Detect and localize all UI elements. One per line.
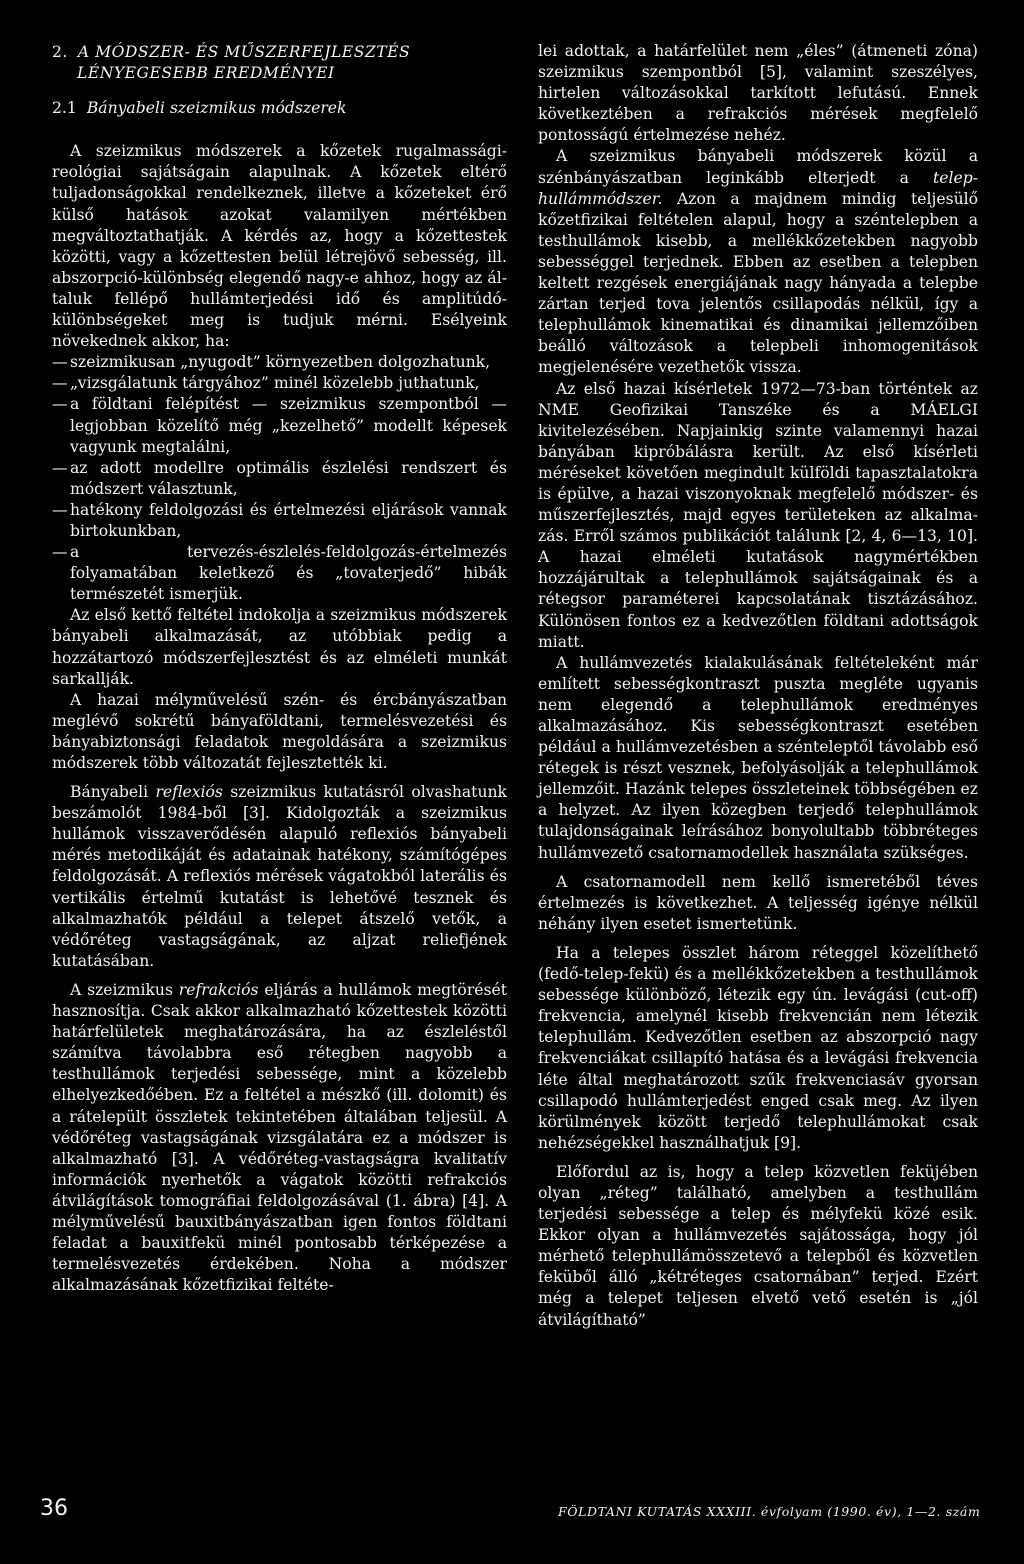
list-item: — hatékony feldolgozási és értelmezési eljárások vannak birtokunkban, xyxy=(52,500,507,542)
paragraph: Az első hazai kísérletek 1972—73-ban történtek az NME Geofizikai Tanszéke és a MÁELGI kivitelezésében. Napjainkig szinte valamennyi hazai bányában kipróbálásra került. Az első kísérleti méréseket követően megindult külföldi tapasztalatokra is épülve, a hazai viszonyoknak megfelelő módszer- és műszerfejlesztés, majd egyes területeken az alkalmazás. Erről számos publikációt találunk [2, 4, 6—13, 10]. A hazai elméleti kutatások nagymértékben hozzájárultak a telephullámok sajátságainak és a rétegsor paraméterei kapcsolatának tisztázásához. Különösen fontos ez a kedvezőtlen földtani adottságok miatt. xyxy=(538,379,978,651)
section-title-line2: LÉNYEGESEBB EREDMÉNYEI xyxy=(77,64,335,83)
section-heading xyxy=(52,42,507,84)
list-item: — a tervezés-észlelés-feldolgozás-értelmezés folyamatában keletkező és „tovaterjedő” hibák természetét ismerjük. xyxy=(52,542,507,605)
left-column xyxy=(52,42,507,1296)
subsection-heading xyxy=(52,98,507,119)
section-number: 2. xyxy=(52,43,68,61)
paragraph: A hazai mélyművelésű szén- és ércbányászatban meglévő sokrétű bányaföldtani, termelésvezetési és bányabiztonsági feladatok megoldására a szeizmikus módszerek több változatát fejlesztették ki. xyxy=(52,690,507,772)
emphasis: telephullámmódszer. xyxy=(538,168,978,208)
paragraph: A szeizmikus bányabeli módszerek közül a szénbányászatban leginkább elterjedt a telephullámmódszer. Azon a majdnem mindig teljesülő kőzetfizikai feltételen alapul, hogy a széntelepben a testhullámok kisebb, a mellékkőzetekben nagyobb sebességgel terjednek. Ebben az esetben a telepben keltett rezgések energiájának nagy hányada a telepbe zártan terjed tova jelentős csillapodás nélkül, így a telephullámok kinematikai és dinamikai jellemzőiben beálló változások a telepbeli inhomogenitások megjelenésére vezethetők vissza. xyxy=(538,147,978,377)
paragraph: A szeizmikus refrakciós eljárás a hullámok megtörését hasznosítja. Csak akkor alkalmazható kőzettestek közötti határfelületek meghatározására, ha az észleléstől számítva távolabbra eső rétegben nagyobb a testhullámok terjedési sebessége, mint a közelebb elhelyezkedőében. Ez a feltétel a mészkő (ill. dolomit) és a rátelepült összletek tekintetében általában teljesül. A védőréteg vastagságának vizsgálatára ez a módszer is alkalmazható [3]. A védőréteg-vastagságra kvalitatív információk nyerhetők a vágatok közötti refrakciós átvilágítások tomográfiai feldolgozásával (1. ábra) [4]. A mélyművelésű bauxitbányászatban igen fontos földtani feladat a bauxitfekü minél pontosabb térképezése a termelésvezetés érdekében. Noha a módszer alkalmazásának kőzetfizikai feltéte- xyxy=(52,980,508,1295)
right-column xyxy=(538,41,978,1331)
paragraph: Bányabeli reflexiós szeizmikus kutatásról olvashatunk beszámolót 1984-ből [3]. Kidolgozták a szeizmikus hullámok visszaverődésén alapuló reflexiós bányabeli mérés metodikáját és adatainak hatékony, számítógépes feldolgozását. A reflexiós mérések vágatokból laterális és vertikális értelmű kutatást is lehetővé tesznek és alkalmazhatók például a telepet átszelő vetők, a védőréteg vastagságának, az aljzat reliefjének kutatásában. xyxy=(52,783,507,970)
list-item: — „vizsgálatunk tárgyához” minél közelebb juthatunk, xyxy=(52,373,507,394)
emphasis: reflexiós xyxy=(155,783,223,802)
paragraph: A csatornamodell nem kellő ismeretéből téves értelmezés is következhet. A teljesség igénye nélkül néhány ilyen esetet ismertetünk. xyxy=(538,872,978,933)
subsection-title: Bányabeli szeizmikus módszerek xyxy=(86,99,347,118)
section-title-line1: A MÓDSZER- ÉS MŰSZERFEJLESZTÉS xyxy=(77,43,411,61)
paragraph: Ha a telepes összlet három réteggel közelíthető (fedő-telep-fekü) és a mellékkőzetekben a testhullámok sebessége különböző, létezik egy ún. levágási (cut-off) frekvencia, amelynél kisebb frekvencián nem létezik telephullám. Kedvezőtlen esetben az abszorpció nagy frekvenciákat csillapító hatása és a levágási frekvencia léte által meghatározott szűk frekvenciasáv gyorsan csillapodó hullámterjedést enged csak meg. Az ilyen körülmények között terjedő telephullámokat csak nehézségekkel használhatjuk [9]. xyxy=(538,943,978,1152)
list-item: — az adott modellre optimális észlelési rendszert és módszert választunk, xyxy=(52,458,507,500)
journal-footer: FÖLDTANI KUTATÁS XXXIII. évfolyam (1990. év), 1—2. szám xyxy=(558,1504,981,1519)
page-number: 36 xyxy=(40,1496,68,1521)
subsection-number: 2.1 xyxy=(52,99,77,118)
paragraph: Az első kettő feltétel indokolja a szeizmikus módszerek bányabeli alkalmazását, az utóbbiak pedig a hozzátartozó módszerfejlesztést és az elméleti munkát sarkallják. xyxy=(52,606,507,688)
conditions-list xyxy=(52,352,507,605)
emphasis: refrakciós xyxy=(178,980,259,999)
list-item: — szeizmikusan „nyugodt” környezetben dolgozhatunk, xyxy=(52,352,507,373)
list-item: — a földtani felépítést — szeizmikus szempontból — legjobban közelítő még „kezelhető” modellt képesek vagyunk megtalálni, xyxy=(52,394,507,457)
paragraph: Előfordul az is, hogy a telep közvetlen feküjében olyan „réteg” található, amelyben a testhullám terjedési sebessége a telep és mélyfekü közé esik. Ekkor olyan a hullámvezetés sajátossága, hogy jól mérhető telephullámösszetevő a telepből és közvetlen feküből álló „kétréteges csatornában” terjed. Ezért még a telepet teljesen elvető vető esetén is „jól átvilágítható” xyxy=(538,1162,978,1329)
paragraph: A szeizmikus módszerek a kőzetek rugalmassági-reológiai sajátságain alapulnak. A kőzetek eltérő tuljadonságokkal rendelkeznek, illetve a kőzeteket érő külső hatások azokat valamilyen mértékben megváltoztathatják. A kérdés az, hogy a kőzettestek közötti, vagy a kőzettesten belül létrejövő sebesség, ill. abszorpció-különbség elegendő nagy-e ahhoz, hogy az általuk fellépő hullámterjedési idő és amplitúdókülönbségeket meg is tudjuk mérni. Esélyeink növekednek akkor, ha: xyxy=(52,142,507,351)
paragraph: lei adottak, a határfelület nem „éles” (átmeneti zóna) szeizmikus szempontból [5], valamint szeszélyes, hirtelen változásokkal tarkított lefutású. Ennek következtében a refrakciós mérések megfelelő pontosságú értelmezése nehéz. xyxy=(538,42,978,145)
paragraph: A hullámvezetés kialakulásának feltételeként már említett sebességkontraszt puszta megléte ugyanis nem elegendő a telephullámok eredményes alkalmazásához. Kis sebességkontraszt esetében például a hullámvezetésben a szénteleptől távolabb eső rétegek is részt vesznek, befolyásolják a telephullámok jellemzőit. Hazánk telepes összleteinek többségében ez a helyzet. Az ilyen közegben terjedő telephullámok tulajdonságainak leírásához bonyolultabb többréteges hullámvezető csatornamodellek használata szükséges. xyxy=(538,653,978,862)
